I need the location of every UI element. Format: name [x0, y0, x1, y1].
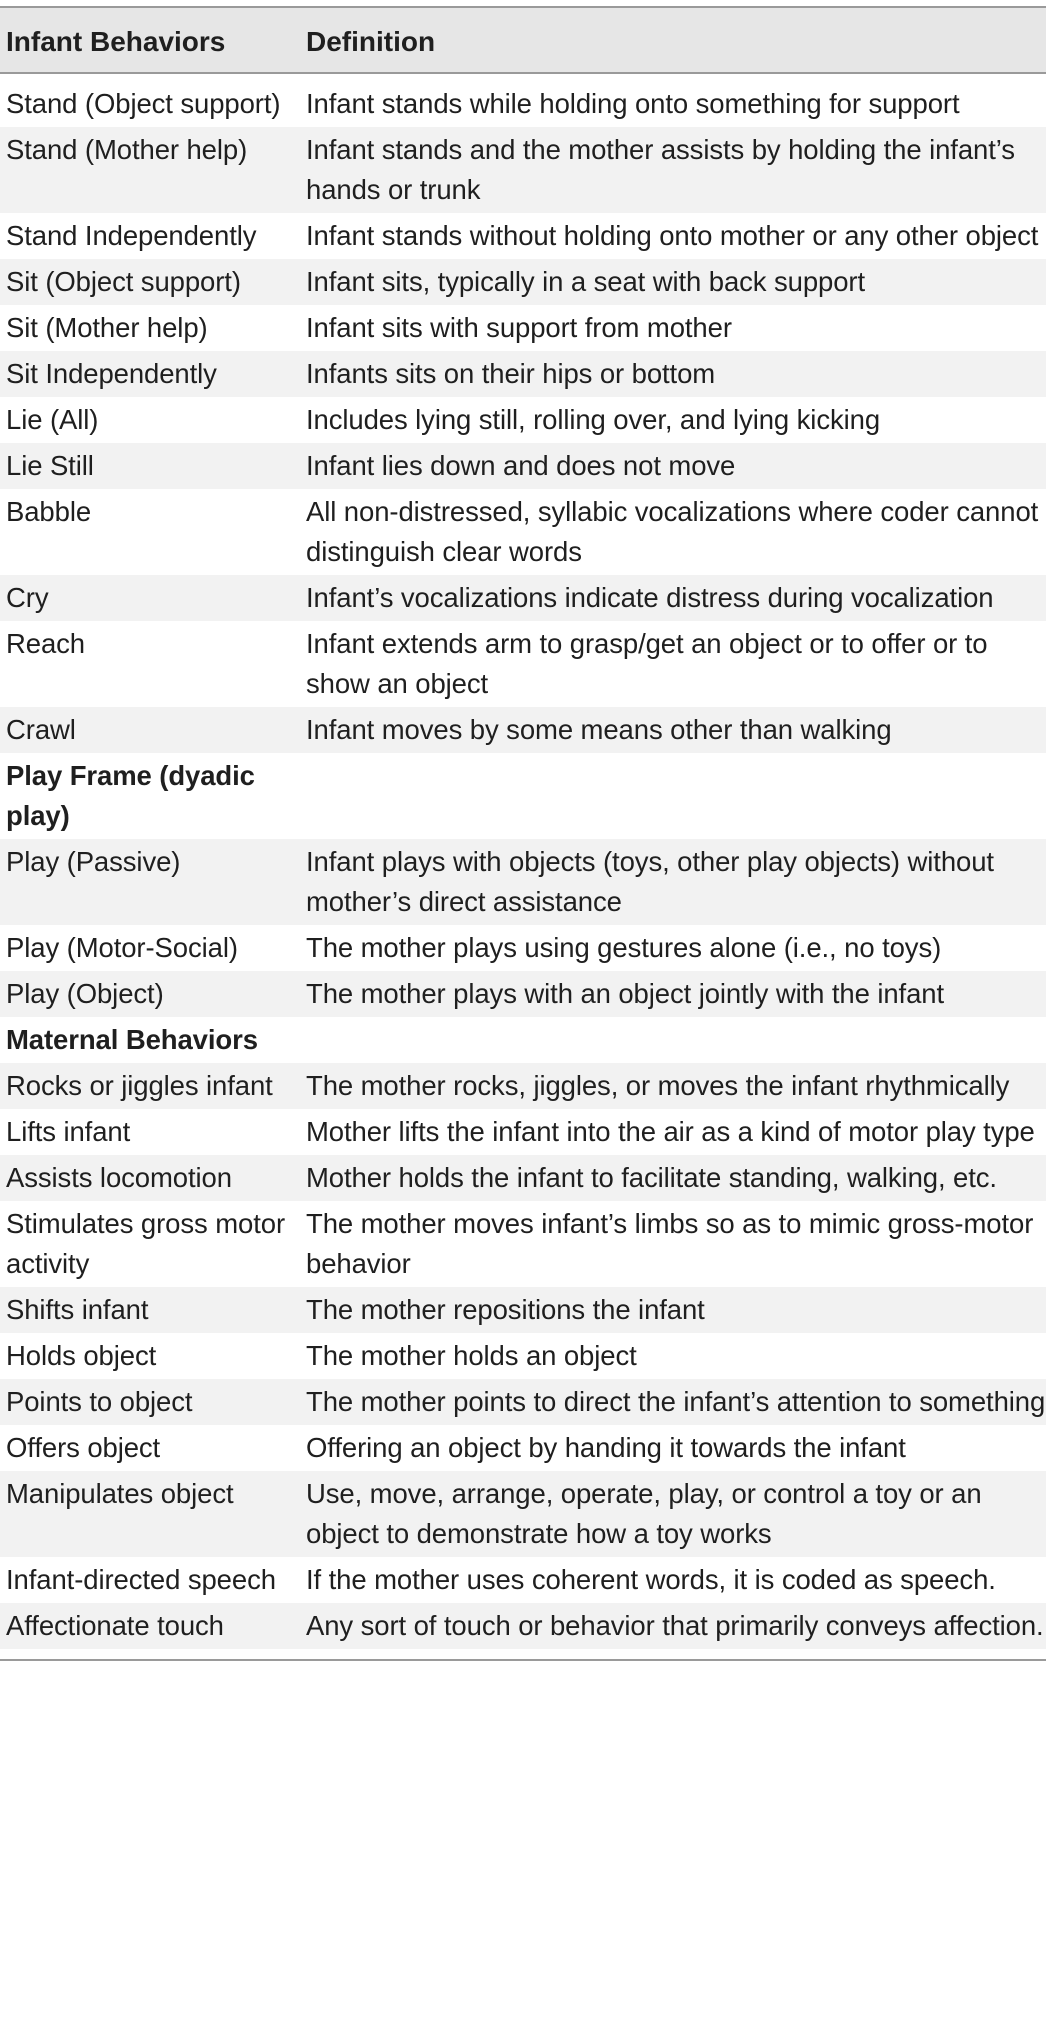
section-row	[0, 1017, 1046, 1063]
behavior-term: Offers object	[6, 1432, 161, 1463]
table-row	[0, 1379, 1046, 1425]
table-row	[0, 1557, 1046, 1603]
behavior-definition: Any sort of touch or behavior that primarily conveys affection.	[298, 1603, 1046, 1649]
behavior-term: Lie Still	[0, 443, 298, 489]
behavior-definition: Infant extends arm to grasp/get an object or to offer or to show an object	[306, 628, 988, 699]
behavior-definition: Infant stands and the mother assists by holding the infant’s hands or trunk	[298, 127, 1046, 213]
section-title: Maternal Behaviors	[6, 1024, 258, 1055]
behavior-definition: The mother plays using gestures alone (i.e., no toys)	[306, 932, 942, 963]
behavior-definition: Infant moves by some means other than walking	[298, 707, 1046, 753]
table-row	[0, 1109, 1046, 1155]
table-row	[0, 305, 1046, 351]
table-body	[0, 73, 1046, 1649]
behavior-term: Infant-directed speech	[6, 1564, 276, 1595]
behavior-definition: Offering an object by handing it towards the infant	[306, 1432, 906, 1463]
behavior-term: Points to object	[0, 1379, 298, 1425]
table-row	[0, 213, 1046, 259]
behavior-definition: Mother lifts the infant into the air as a kind of motor play type	[306, 1116, 1035, 1147]
behavior-term: Stimulates gross motor activity	[6, 1208, 286, 1279]
table-row	[0, 1333, 1046, 1379]
table-row	[0, 1155, 1046, 1201]
section-title: Play Frame (dyadic play)	[6, 760, 255, 831]
behavior-definition: The mother rocks, jiggles, or moves the infant rhythmically	[298, 1063, 1046, 1109]
behavior-definitions-table	[0, 6, 1046, 1649]
behavior-term: Babble	[6, 496, 92, 527]
header-definition: Definition	[298, 7, 1046, 73]
behavior-term: Rocks or jiggles infant	[0, 1063, 298, 1109]
section-row	[0, 753, 1046, 839]
behavior-term: Sit Independently	[0, 351, 298, 397]
behavior-definition: Includes lying still, rolling over, and lying kicking	[306, 404, 881, 435]
behavior-term: Stand (Mother help)	[0, 127, 298, 213]
table-row	[0, 1287, 1046, 1333]
behavior-term: Sit (Mother help)	[6, 312, 208, 343]
behavior-term: Shifts infant	[0, 1287, 298, 1333]
behavior-definition: Infant’s vocalizations indicate distress during vocalization	[298, 575, 1046, 621]
table-header	[0, 7, 1046, 73]
behavior-definition	[298, 1017, 1046, 1063]
behavior-term: Holds object	[6, 1340, 157, 1371]
behavior-term: Sit (Object support)	[0, 259, 298, 305]
table-row	[0, 1603, 1046, 1649]
behavior-definition: Infant lies down and does not move	[298, 443, 1046, 489]
behavior-definition: The mother repositions the infant	[298, 1287, 1046, 1333]
table-row	[0, 925, 1046, 971]
behavior-term: Stand Independently	[6, 220, 257, 251]
table-row	[0, 1201, 1046, 1287]
table-row	[0, 707, 1046, 753]
table-row	[0, 351, 1046, 397]
behavior-definition: Infant stands while holding onto something for support	[306, 88, 960, 119]
table-row	[0, 443, 1046, 489]
table-row	[0, 489, 1046, 575]
table-row	[0, 1471, 1046, 1557]
behavior-definition: The mother points to direct the infant’s attention to something	[298, 1379, 1046, 1425]
behavior-definition: Use, move, arrange, operate, play, or control a toy or an object to demonstrate how a toy works	[298, 1471, 1046, 1557]
behavior-definition: Infant sits, typically in a seat with back support	[298, 259, 1046, 305]
behavior-definition: All non-distressed, syllabic vocalizations where coder cannot distinguish clear words	[306, 496, 1039, 567]
behavior-term: Cry	[0, 575, 298, 621]
behavior-definition	[298, 753, 1046, 839]
behavior-term: Manipulates object	[0, 1471, 298, 1557]
header-infant-behaviors: Infant Behaviors	[0, 7, 298, 73]
table-row	[0, 127, 1046, 213]
header-row	[0, 7, 1046, 73]
behavior-definition: Infant stands without holding onto mother or any other object	[306, 220, 1039, 251]
table-row	[0, 259, 1046, 305]
table-bottom-rule	[0, 1659, 1046, 1661]
behavior-term: Reach	[6, 628, 85, 659]
table-row	[0, 971, 1046, 1017]
behavior-term: Lie (All)	[6, 404, 99, 435]
table-row	[0, 1425, 1046, 1471]
table-row	[0, 397, 1046, 443]
behavior-definition: Infants sits on their hips or bottom	[298, 351, 1046, 397]
behavior-term: Stand (Object support)	[6, 88, 281, 119]
behavior-definition: The mother plays with an object jointly with the infant	[298, 971, 1046, 1017]
behavior-definition: Mother holds the infant to facilitate standing, walking, etc.	[298, 1155, 1046, 1201]
behavior-term: Assists locomotion	[0, 1155, 298, 1201]
behavior-definition: The mother holds an object	[306, 1340, 637, 1371]
behavior-term: Lifts infant	[6, 1116, 131, 1147]
table-row	[0, 575, 1046, 621]
behavior-definition: If the mother uses coherent words, it is coded as speech.	[306, 1564, 996, 1595]
behavior-term: Play (Passive)	[0, 839, 298, 925]
behavior-definition: Infant plays with objects (toys, other play objects) without mother’s direct assistance	[298, 839, 1046, 925]
table-row	[0, 1063, 1046, 1109]
behavior-term: Crawl	[0, 707, 298, 753]
table-row	[0, 621, 1046, 707]
behavior-term: Affectionate touch	[0, 1603, 298, 1649]
behavior-definition: Infant sits with support from mother	[306, 312, 732, 343]
behavior-definition: The mother moves infant’s limbs so as to mimic gross-motor behavior	[306, 1208, 1034, 1279]
table-row	[0, 73, 1046, 127]
table-row	[0, 839, 1046, 925]
behavior-term: Play (Motor-Social)	[6, 932, 238, 963]
behavior-term: Play (Object)	[0, 971, 298, 1017]
